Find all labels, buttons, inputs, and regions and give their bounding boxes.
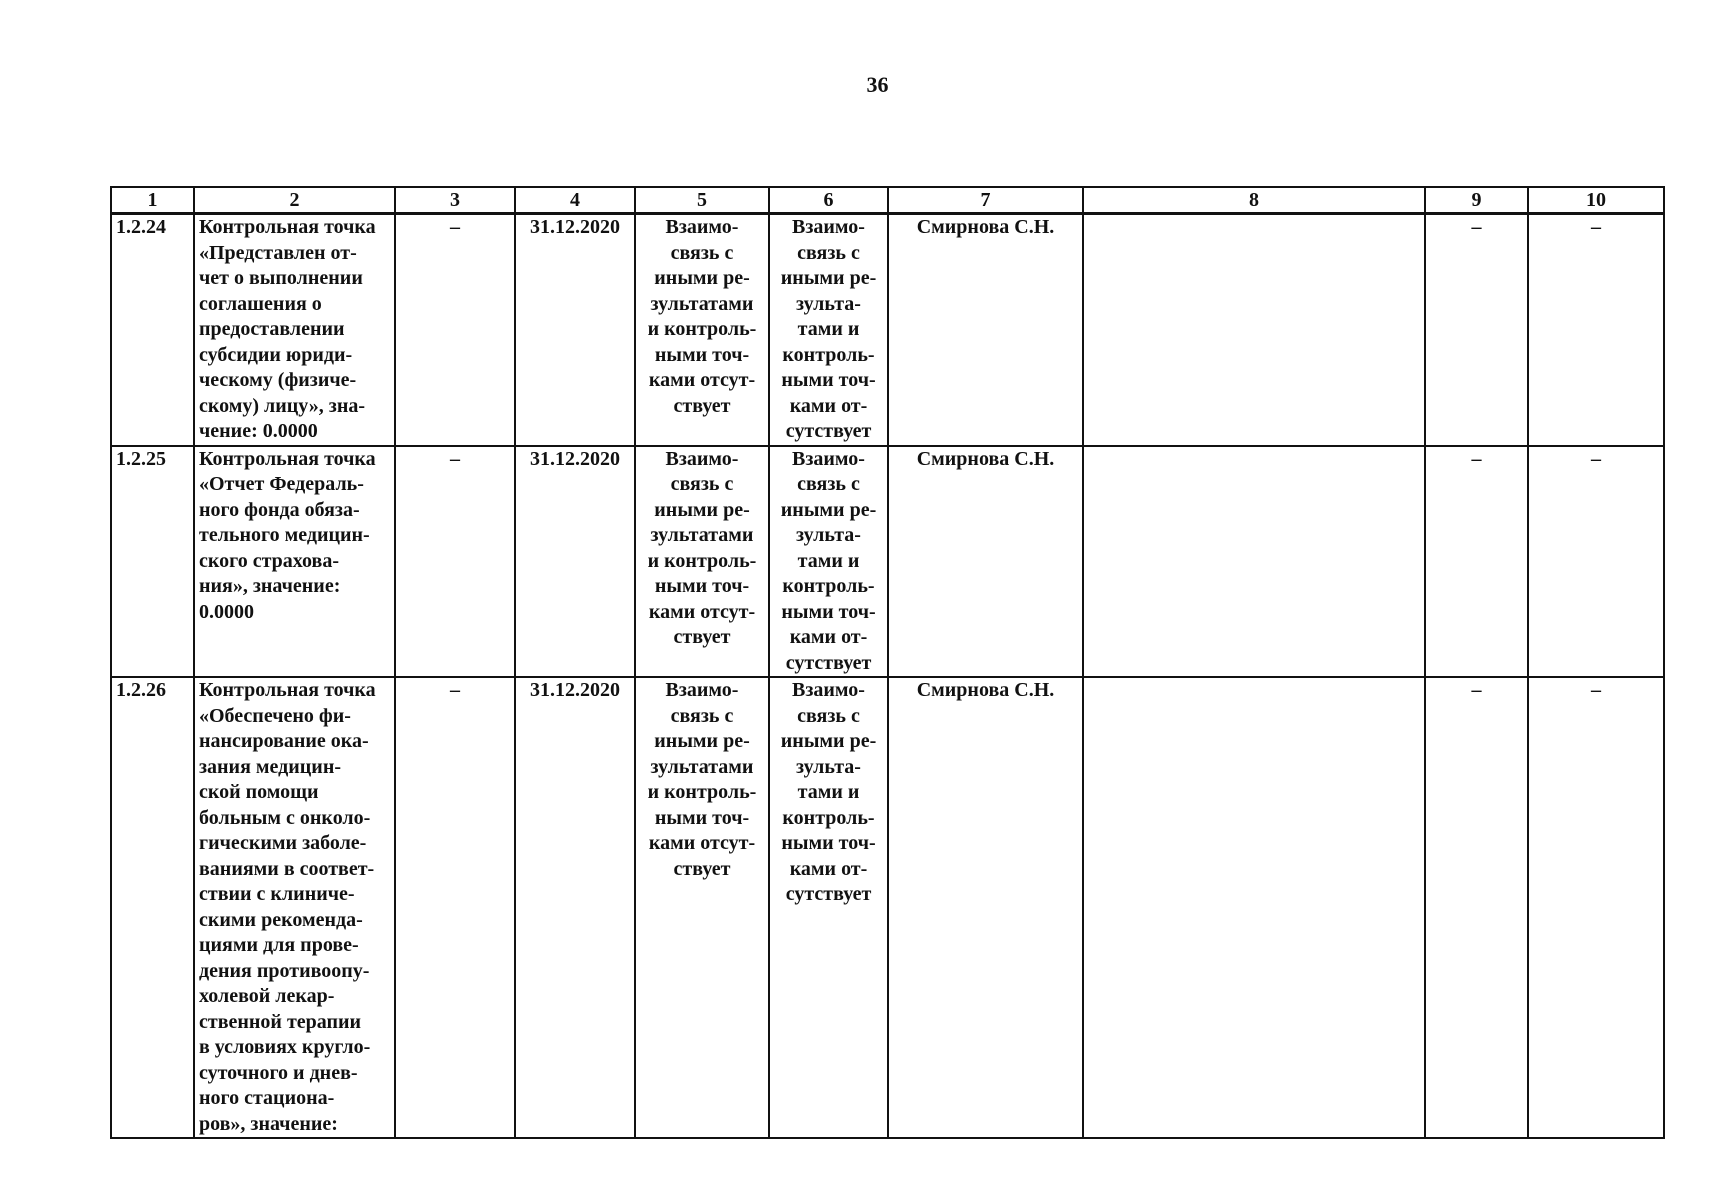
column-number-header-row [111,187,1664,214]
name-line: ров», значение: [199,1112,338,1135]
relation-line: ками от- [789,394,868,417]
responsible-person: Смирнова С.Н. [888,446,1083,678]
relation-line: связь с [670,704,734,727]
column-10-value: – [1528,214,1664,446]
row-number: 1.2.25 [111,446,194,678]
column-header-10: 10 [1528,187,1664,214]
relation-line: связь с [670,241,734,264]
column-header-6: 6 [769,187,888,214]
name-line: скими рекоменда- [199,908,363,931]
name-line: Контрольная точка [199,216,376,238]
control-point-name [194,677,395,1138]
column-header-1: 1 [111,187,194,214]
relation-line: тами и [797,781,860,803]
relation-cell-6 [769,446,888,678]
table-row [111,677,1664,1138]
row-number: 1.2.24 [111,214,194,446]
relation-line: ками отсут- [648,600,756,623]
column-header-5: 5 [635,187,769,214]
name-line: ственной терапии [199,1010,362,1033]
column-header-3: 3 [395,187,515,214]
relation-line: контроль- [782,806,875,829]
column-8-value [1083,214,1425,446]
relation-line: ствует [673,394,731,417]
column-header-2: 2 [194,187,395,214]
control-point-name [194,214,395,446]
relation-line: зультатами [650,524,754,546]
relation-line: ствует [673,626,731,648]
name-line: предоставлении [199,318,345,340]
name-line: Контрольная точка [199,447,376,470]
relation-line: связь с [797,241,860,264]
relation-line: иными ре- [780,267,877,289]
column-10-value: – [1528,677,1664,1138]
control-point-name [194,446,395,678]
name-line: чение: 0.0000 [199,420,318,442]
relation-line: Взаимо- [665,216,739,238]
relation-line: Взаимо- [665,447,739,470]
responsible-person: Смирнова С.Н. [888,677,1083,1138]
relation-cell-5 [635,446,769,678]
relation-line: иными ре- [654,267,750,289]
name-line: зания медицин- [199,755,342,778]
name-line: 0.0000 [199,600,254,623]
relation-line: ными точ- [781,369,876,391]
relation-line: иными ре- [654,730,750,752]
name-line: ваниями в соответ- [199,857,375,880]
column-9-value: – [1425,446,1528,678]
relation-line: ками от- [789,857,868,880]
relation-line: ками отсут- [648,369,756,391]
relation-line: связь с [797,473,860,495]
relation-cell-6 [769,214,888,446]
relation-line: зульта- [796,755,861,778]
deadline-date: 31.12.2020 [515,446,635,678]
column-3-value: – [395,677,515,1138]
column-9-value: – [1425,214,1528,446]
name-line: ного фонда обяза- [199,498,360,521]
name-line: «Отчет Федераль- [199,473,364,495]
relation-line: контроль- [782,575,875,597]
name-line: Контрольная точка [199,679,376,701]
relation-line: тами и [797,549,860,572]
relation-line: иными ре- [780,498,877,521]
name-line: ного стациона- [199,1087,335,1109]
relation-line: и контроль- [647,549,757,572]
name-line: ского страхова- [199,549,339,572]
name-line: ческому (физиче- [199,369,357,391]
deadline-date: 31.12.2020 [515,677,635,1138]
relation-cell-5 [635,214,769,446]
name-line: циями для прове- [199,934,359,956]
name-line: суточного и днев- [199,1061,358,1084]
name-line: ния», значение: [199,575,341,597]
relation-line: сутствует [785,420,872,442]
relation-line: Взаимо- [665,679,739,701]
relation-line: тами и [797,318,860,340]
column-3-value: – [395,214,515,446]
relation-line: связь с [797,704,860,727]
relation-line: ками от- [789,626,868,648]
relation-line: зультатами [650,755,754,778]
relation-line: ствует [673,857,731,880]
relation-line: ками отсут- [648,832,756,854]
relation-line: ными точ- [781,600,876,623]
name-line: нансирование ока- [199,730,369,752]
column-header-9: 9 [1425,187,1528,214]
column-8-value [1083,446,1425,678]
relation-line: и контроль- [647,318,757,340]
column-header-7: 7 [888,187,1083,214]
table-row [111,214,1664,446]
relation-line: ными точ- [781,832,876,854]
page-number: 36 [866,72,889,97]
column-3-value: – [395,446,515,678]
relation-line: сутствует [785,651,872,674]
name-line: дения противоопу- [199,959,370,982]
relation-line: иными ре- [780,730,877,752]
name-line: ской помощи [199,781,319,803]
column-header-4: 4 [515,187,635,214]
relation-line: и контроль- [647,781,757,803]
relation-line: зульта- [796,292,861,315]
relation-line: ными точ- [654,806,750,829]
name-line: чет о выполнении [199,267,363,289]
name-line: холевой лекар- [199,985,335,1007]
name-line: «Представлен от- [199,241,357,264]
relation-line: контроль- [782,343,875,366]
relation-line: ными точ- [654,575,750,597]
name-line: ствии с клиниче- [199,883,355,905]
column-10-value: – [1528,446,1664,678]
name-line: гическими заболе- [199,832,367,854]
column-9-value: – [1425,677,1528,1138]
name-line: субсидии юриди- [199,343,353,366]
column-8-value [1083,677,1425,1138]
relation-line: зультатами [650,292,754,315]
row-number: 1.2.26 [111,677,194,1138]
deadline-date: 31.12.2020 [515,214,635,446]
control-points-table [110,186,1665,1139]
name-line: соглашения о [199,292,322,315]
relation-line: сутствует [785,883,872,905]
relation-cell-6 [769,677,888,1138]
relation-line: ными точ- [654,343,750,366]
relation-line: Взаимо- [792,447,865,470]
relation-line: Взаимо- [792,216,865,238]
relation-line: иными ре- [654,498,750,521]
relation-line: связь с [670,473,734,495]
responsible-person: Смирнова С.Н. [888,214,1083,446]
relation-cell-5 [635,677,769,1138]
column-header-8: 8 [1083,187,1425,214]
name-line: тельного медицин- [199,524,370,546]
name-line: больным с онколо- [199,806,371,829]
name-line: скому) лицу», зна- [199,394,366,417]
relation-line: зульта- [796,524,861,546]
relation-line: Взаимо- [792,679,865,701]
name-line: «Обеспечено фи- [199,704,351,727]
name-line: в условиях кругло- [199,1036,371,1058]
table-row [111,446,1664,678]
